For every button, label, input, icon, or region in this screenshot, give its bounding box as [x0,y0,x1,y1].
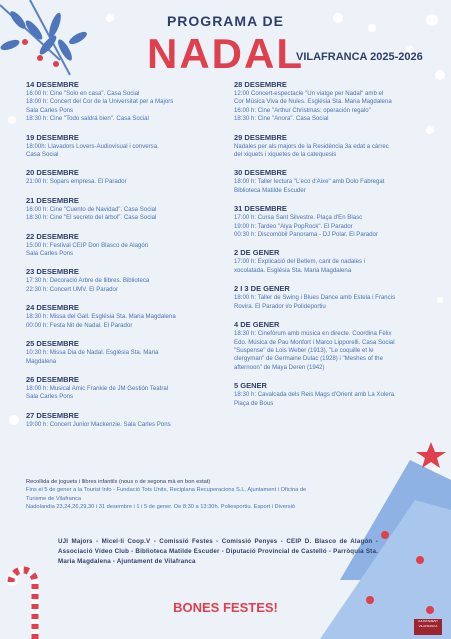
page-title: NADAL [147,30,304,77]
sponsors-list: UJI Majors - Micel·li Coop.V - Comissió Festes - Comissió Penyes - CEIP D. Blasco de Alagón - Associació Vídeo Club - Biblioteca Matilde Escuder - Diputació Provincial de Castelló - Parròquia Sta. Maria Magdalena - Ajuntament de Vilafranca [58,538,378,565]
day-title: 31 DESEMBRE [234,204,287,214]
event-line: Edo. Música de Pau Monfort i Marco Lipporelli. Casa Social [234,338,395,346]
toy-collection-notes [26,478,421,512]
event-line: clergyman" de Germaine Dulac (1928) i "Meshes of the [234,355,383,363]
event-line: 00:00 h: Festa Nit de Nadal. El Parador [26,321,133,329]
event-line: 16:00 h: Cine "Solo en casa". Casa Social [26,90,140,97]
event-line: 17:00 h: Cursa Sant Silvestre. Plaça d'En Blasc [234,214,363,222]
event-line: 18:00 h: Concert del Cor de la Universitat per a Majors [26,98,174,106]
notes-line: Turisme de Vilafranca [26,495,82,502]
event-line: Magdalena [26,357,57,365]
event-line: 21:00 h: Sopars empresa. El Parador [26,178,127,186]
event-line: 22:30 h: Concert UMV. El Parador [26,285,118,293]
event-line: 18:00 h: Taller de Swing i Blues Dance amb Estela i Francis [234,294,396,302]
day-title: 5 GENER [234,381,267,391]
day-block [26,80,231,124]
event-line: 18:30 h: Cine "Todo saldrá bien". Casa Social [26,115,149,123]
event-line: 00:30 h: Discomòbil Panorama - DJ Polar. El Parador [234,231,378,239]
event-line: Sala Carles Pons [26,393,74,401]
event-line: xocolatada. Església Sta. Maria Magdalena [234,266,352,274]
event-line: Nadales per als majors de la Residència 3a edat a càrrec [234,142,389,150]
day-title: 20 DESEMBRE [26,168,79,178]
event-line: 12:00 Concert-espectacle "Un viatge per Nadal" amb el [234,90,384,97]
event-line: 19:00 h: Tardeo "Alya PopRock". El Parador [234,222,353,230]
event-line: 17:30 h: Decoració Arbre de llibres. Biblioteca [26,277,150,285]
day-block [234,133,434,160]
day-block [234,284,434,311]
day-title: 25 DESEMBRE [26,339,79,349]
event-line: 18:30 h: Cinefòrum amb música en directe. Coordina Fèlix [234,330,392,338]
day-block [26,196,231,223]
day-block [26,375,231,402]
event-line: Casa Social [26,151,59,159]
event-line: 15:00 h: Festival CEIP Don Blasco de Alagón [26,241,149,249]
event-line: 18:30 h: Cine "El secreto del árbol". Casa Social [26,214,157,222]
day-title: 21 DESEMBRE [26,195,79,205]
day-title: 30 DESEMBRE [234,168,287,178]
day-block [26,232,231,259]
day-title: 19 DESEMBRE [26,132,79,142]
event-line: 17:00 h: Explicació del Betlem, cant de nadales i [234,258,366,266]
event-line: 18:30 h: Missa del Gall. Església Sta. Maria Magdalena [26,313,176,321]
event-line: Cor Música Viva de Nules. Església Sta. Maria Magdalena [234,98,392,106]
event-line: Biblioteca Matilde Escuder [234,186,306,194]
event-line: Sala Carles Pons [26,106,74,114]
event-line: 19:00 h: Concert Junior Mackenzie. Sala Carles Pons [26,420,171,428]
day-title: 24 DESEMBRE [26,303,79,313]
event-line: 16:00 h: Cine "Arthur Christmas: operación regalo" [234,106,371,114]
day-title: 2 I 3 DE GENER [234,284,290,294]
day-block [234,204,434,239]
day-title: 22 DESEMBRE [26,231,79,241]
notes-line: Nadolandia 23,24,26,29,30 i 31 desembre i 1 i 5 de gener. De 8:30 a 13:30h. Poliesportiu. Esport i Diversió [26,504,296,511]
day-block [26,411,231,429]
day-block [234,80,434,124]
day-block [234,168,434,195]
day-title: 27 DESEMBRE [26,410,79,420]
day-block [26,168,231,186]
event-line: 18:00 h: Taller lectura "L'eco d'Aixe" amb Dolo Fabregat [234,178,385,186]
event-line: Sala Carles Pons [26,250,74,258]
event-line: 16:00 h: Cine "Cuento de Navidad". Casa Social [26,205,157,213]
schedule-left-column [26,80,231,438]
day-title: 26 DESEMBRE [26,374,79,384]
notes-lead: Recollida de joguets i llibres infantils (nous o de segona mà en bon estat) [26,479,211,485]
day-title: 29 DESEMBRE [234,132,287,142]
day-title: 14 DESEMBRE [26,80,79,89]
day-title: 28 DESEMBRE [234,80,287,89]
event-line: 10:30 h: Missa Dia de Nadal. Església Sta. Maria [26,349,159,357]
star-icon [416,442,446,468]
program-subtitle: PROGRAMA DE [166,13,285,29]
schedule-right-column [234,80,434,417]
event-line: 18:00 h: Musical Amic Frankie de JM Gestión Teatral [26,384,169,392]
event-line: Rovira. El Parador i/o Polideportiu [234,302,326,310]
event-line: 18:00h: Llavadors Lovers-Audiovisual i conversa. [26,142,159,150]
day-block [26,303,231,330]
day-title: 2 DE GENER [234,248,280,258]
day-block [26,267,231,294]
town-hall-logo: AJUNTAMENT VILAFRANCA [414,619,442,635]
day-title: 4 DE GENER [234,320,280,330]
day-block [234,381,434,408]
event-line: afternoon" de Maya Deren (1942) [234,363,325,371]
notes-line: Fins el 5 de gener a la Tourist Info - Fundació Tots Units, Reciplana Recuperacions S.L, Ajuntament i Oficina de [26,487,307,494]
footer-greeting: BONES FESTES! [173,600,278,615]
event-line: "Suspense" de Lois Weber (1913), "Le coquille et le [234,346,374,354]
day-title: 23 DESEMBRE [26,267,79,277]
event-line: del xiquets i xiquetes de la catequesis [234,151,337,159]
day-block [26,339,231,366]
town-year: VILAFRANCA 2025-2026 [296,51,423,63]
day-block [26,133,231,160]
day-block [234,320,434,372]
event-line: 18:30 h: Cine "Anora". Casa Social [234,115,329,123]
event-line: Plaça de Bous [234,399,274,407]
day-block [234,248,434,275]
event-line: 18:30 h: Cavalcada dels Reis Mags d'Orient amb La Xolera. [234,391,396,399]
